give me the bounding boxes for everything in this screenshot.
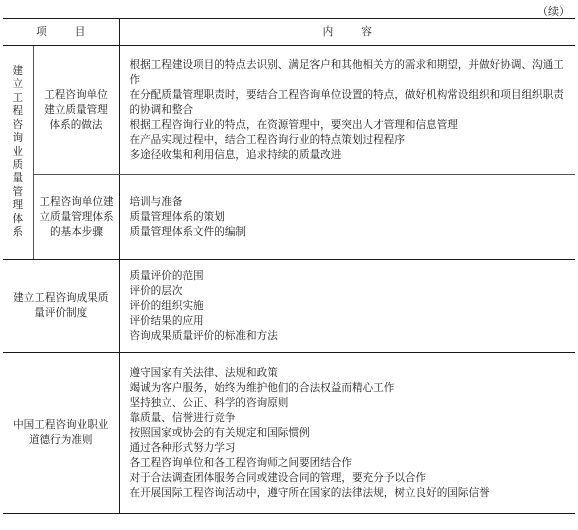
list-item: 在开展国际工程咨询活动中，遵守所在国家的法律法规，树立良好的国际信誉: [129, 486, 490, 499]
category-quality-system: 建立工程咨询业质量管理体系: [3, 46, 33, 260]
list-item: 质量评价的范围: [129, 269, 204, 282]
list-item: 多途径收集和利用信息，追求持续的质量改进: [129, 148, 342, 161]
list-item: 通过各种形式努力学习: [129, 441, 236, 454]
ethics-content: [119, 353, 575, 514]
list-item: 咨询成果质量评价的标准和方法: [129, 329, 278, 342]
subsection-content-practice: [119, 46, 575, 175]
list-item: 靠质量、信誉进行竞争: [129, 411, 236, 424]
list-item: 评价的组织实施: [129, 299, 204, 312]
table-row: [3, 260, 575, 353]
list-item: 按照国家或协会的有关规定和国际惯例: [129, 426, 310, 439]
list-item: 质量管理体系的策划: [129, 210, 225, 223]
header-content: 内容: [119, 19, 575, 46]
list-item: 对于合法调查团体服务合同或建设合同的管理，要充分予以合作: [129, 471, 427, 484]
table-row: [3, 353, 575, 514]
list-item: 评价结果的应用: [129, 314, 204, 327]
table-header-row: [3, 19, 575, 46]
list-item: 质量管理体系文件的编制: [129, 225, 247, 238]
list-item: 根据工程咨询行业的特点，在资源管理中，要突出人才管理和信息管理: [129, 118, 458, 131]
table-row: [3, 46, 575, 175]
subsection-title-practice: 工程咨询单位建立质量管理体系的做法: [33, 46, 119, 175]
evaluation-content: [119, 260, 575, 353]
header-item: 项目: [3, 19, 119, 46]
table-row: [3, 175, 575, 260]
continued-label: （续）: [537, 5, 570, 18]
list-item: 遵守国家有关法律、法规和政策: [129, 366, 278, 379]
list-item: 竭诚为客户服务，始终为维护他们的合法权益而精心工作: [129, 381, 395, 394]
list-item: 在产品实现过程中，结合工程咨询行业的特点策划过程程序: [129, 133, 405, 146]
subsection-content-steps: [119, 175, 575, 260]
subsection-title-steps: 工程咨询单位建立质量管理体系的基本步骤: [33, 175, 119, 260]
list-item: 在分配质量管理职责时，要结合工程咨询单位设置的特点，做好机构常设组织和项目组织职责的协调和整合: [129, 88, 564, 116]
content-table: [3, 18, 575, 514]
category-ethics-code: 中国工程咨询业职业道德行为准则: [3, 353, 119, 514]
list-item: 各工程咨询单位和各工程咨询师之间要团结合作: [129, 456, 352, 469]
list-item: 根据工程建设项目的特点去识别、满足客户和其他相关方的需求和期望，并做好协调、沟通工作: [129, 58, 564, 86]
list-item: 坚持独立、公正、科学的咨询原则: [129, 396, 289, 409]
list-item: 培训与准备: [129, 195, 183, 208]
list-item: 评价的层次: [129, 284, 183, 297]
category-evaluation-system: 建立工程咨询成果质量评价制度: [3, 260, 119, 353]
